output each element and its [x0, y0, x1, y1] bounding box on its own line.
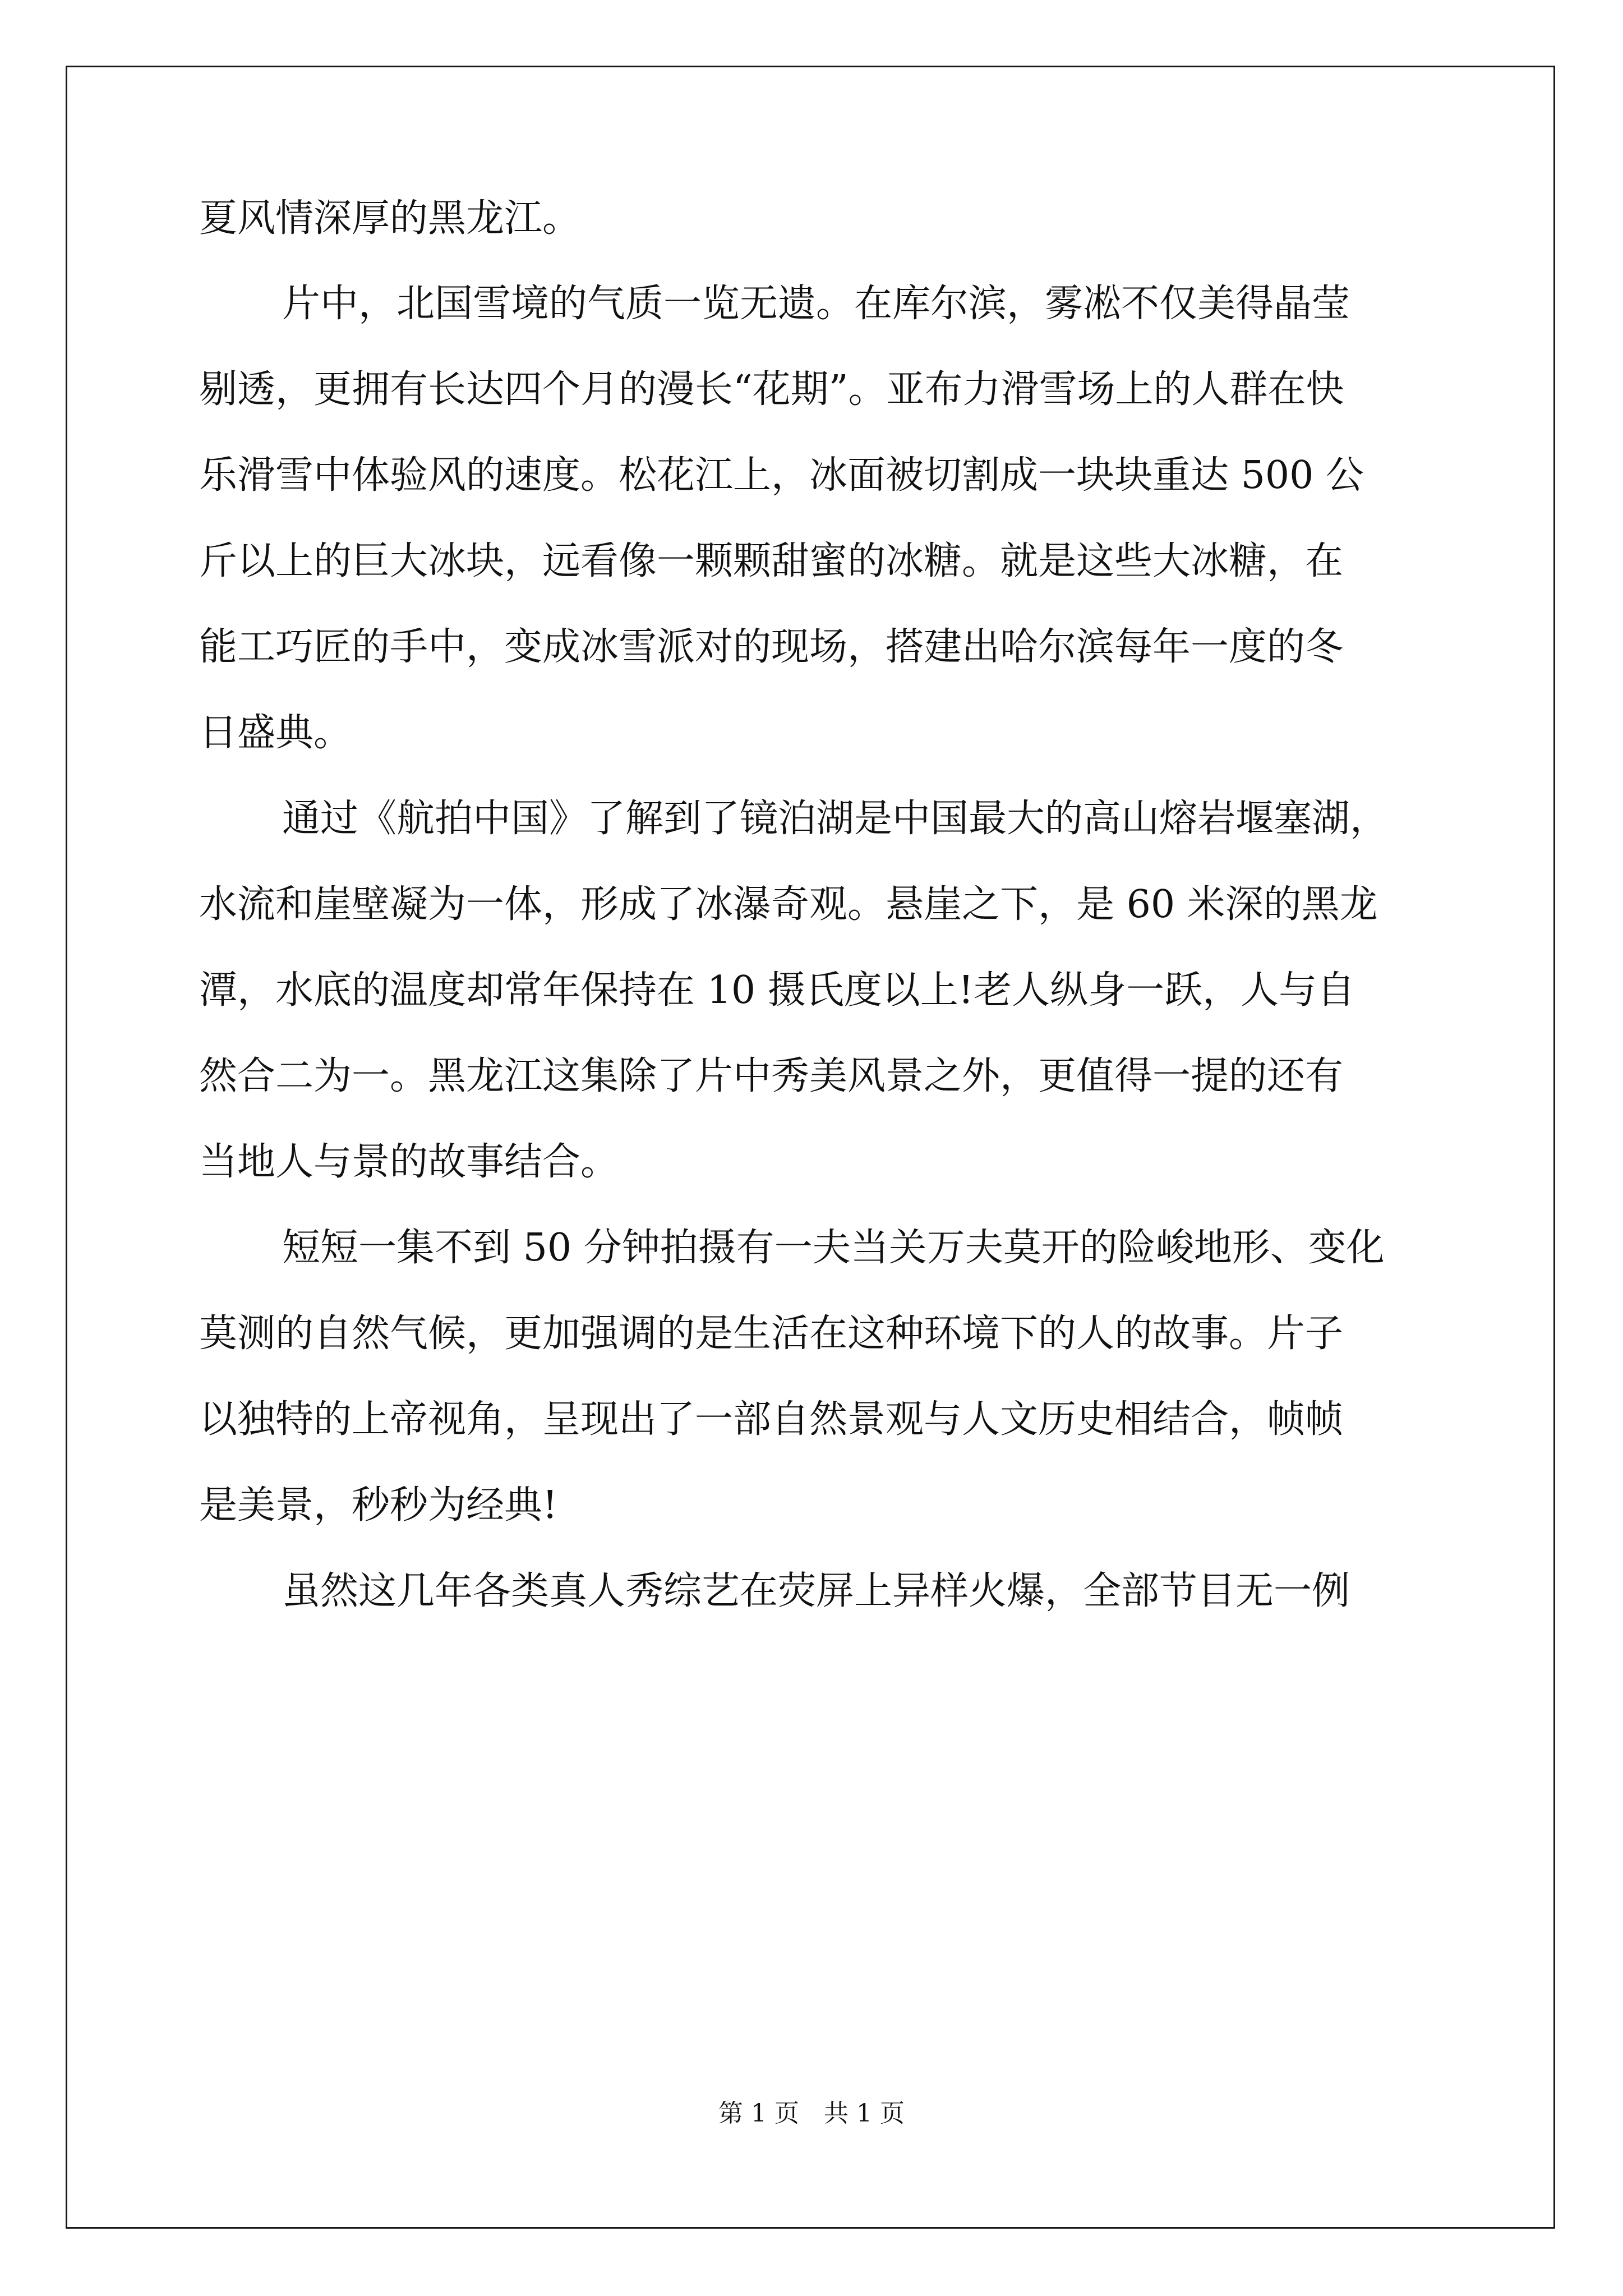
text-line: 莫测的自然气候，更加强调的是生活在这种环境下的人的故事。片子	[199, 1312, 1344, 1356]
page-footer	[0, 2098, 1623, 2129]
text-line: 剔透，更拥有长达四个月的漫长“花期”。亚布力滑雪场上的人群在快	[199, 367, 1344, 412]
text-line: 通过《航拍中国》了解到了镜泊湖是中国最大的高山熔岩堰塞湖，	[282, 797, 1389, 841]
document-body	[199, 196, 1433, 1614]
text-line: 夏风情深厚的黑龙江。	[199, 196, 581, 241]
text-line: 潭，水底的温度却常年保持在 10 摄氏度以上!老人纵身一跃，人与自	[199, 968, 1355, 1013]
text-line: 虽然这几年各类真人秀综艺在荧屏上异样火爆，全部节目无一例	[282, 1569, 1350, 1613]
page-number: 第 1 页	[718, 2099, 799, 2128]
text-line: 斤以上的巨大冰块，远看像一颗颗甜蜜的冰糖。就是这些大冰糖，在	[199, 539, 1344, 583]
text-line: 能工巧匠的手中，变成冰雪派对的现场，搭建出哈尔滨每年一度的冬	[199, 625, 1344, 669]
text-line: 当地人与景的故事结合。	[199, 1140, 619, 1184]
text-line: 然合二为一。黑龙江这集除了片中秀美风景之外，更值得一提的还有	[199, 1054, 1344, 1098]
text-line: 日盛典。	[199, 711, 352, 755]
text-line: 水流和崖壁凝为一体，形成了冰瀑奇观。悬崖之下，是 60 米深的黑龙	[199, 882, 1378, 927]
text-line: 乐滑雪中体验风的速度。松花江上，冰面被切割成一块块重达 500 公	[199, 453, 1364, 498]
text-line: 短短一集不到 50 分钟拍摄有一夫当关万夫莫开的险峻地形、变化	[282, 1226, 1385, 1270]
text-line: 是美景，秒秒为经典!	[199, 1483, 558, 1527]
text-line: 片中，北国雪境的气质一览无遗。在库尔滨，雾凇不仅美得晶莹	[282, 282, 1350, 326]
text-line: 以独特的上帝视角，呈现出了一部自然景观与人文历史相结合，帧帧	[199, 1397, 1344, 1442]
page-total: 共 1 页	[824, 2099, 905, 2128]
